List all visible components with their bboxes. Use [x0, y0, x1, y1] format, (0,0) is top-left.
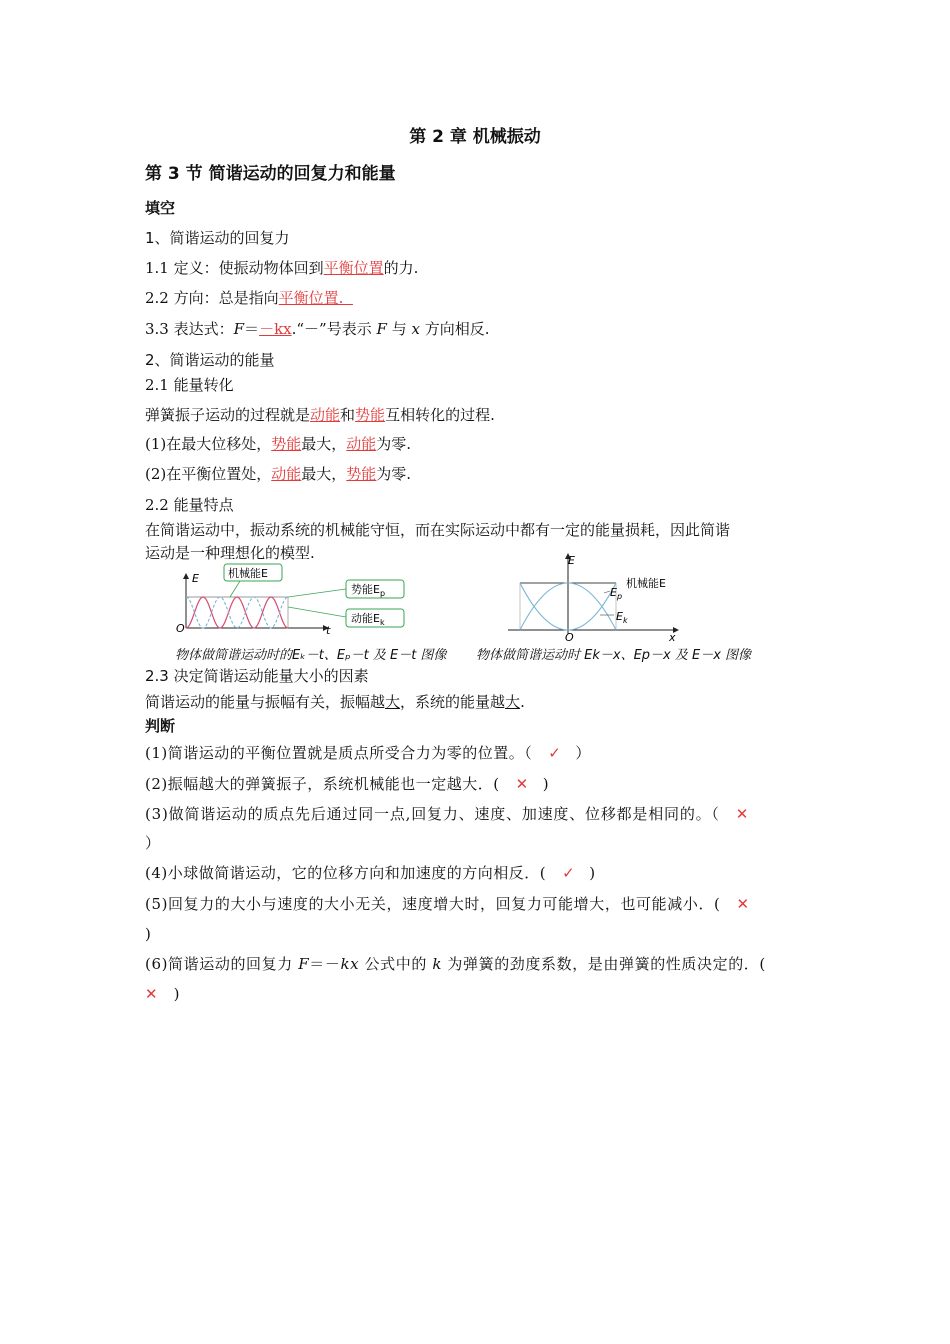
y-axis-label: E — [192, 572, 199, 585]
s2-point1: (1)在最大位移处，势能最大，动能为零. — [145, 435, 412, 453]
mech-energy-label: 机械能E — [626, 577, 666, 590]
check-mark-icon: ✓ — [548, 744, 562, 762]
answer-blank: 势能 — [346, 465, 377, 483]
origin-label: O — [176, 622, 185, 635]
y-axis-label: E — [568, 554, 575, 567]
s2-conversion: 弹簧振子运动的过程就是动能和势能互相转化的过程. — [145, 406, 495, 424]
judge-q4: (4)小球做简谐运动，它的位移方向和加速度的方向相反．( ✓ ) — [145, 864, 596, 882]
judge-q6: (6)简谐运动的回复力 F＝－kx 公式中的 k 为弹簧的劲度系数，是由弹簧的性质决定的．( — [145, 955, 766, 973]
ep-label: $E_p$ — [610, 586, 623, 601]
check-mark-icon: ✓ — [562, 864, 576, 882]
origin-label: O — [565, 631, 574, 644]
answer-blank: 动能 — [346, 435, 377, 453]
s1-expression: 3.3 表达式：F＝－kx.“－”号表示 F 与 x 方向相反. — [145, 320, 490, 338]
s2-feature-line2: 运动是一种理想化的模型. — [145, 544, 315, 562]
judge-q6-end: ✕ ) — [145, 985, 180, 1003]
s2-sub3: 2.3 决定简谐运动能量大小的因素 — [145, 667, 369, 685]
answer-blank: 大 — [385, 693, 401, 711]
s1-direction: 2.2 方向：总是指向平衡位置. — [145, 289, 353, 307]
s2-title: 2、简谐运动的能量 — [145, 351, 275, 369]
s2-sub2: 2.2 能量特点 — [145, 496, 234, 514]
s2-sub1: 2.1 能量转化 — [145, 376, 234, 394]
kinetic-energy-curve — [186, 597, 288, 628]
ek-label: $E_k$ — [616, 610, 628, 625]
chapter-title: 第 2 章 机械振动 — [409, 127, 541, 147]
s2-feature-line1: 在简谐运动中，振动系统的机械能守恒，而在实际运动中都有一定的能量损耗，因此简谐 — [145, 521, 731, 539]
answer-blank: 势能 — [355, 406, 386, 424]
figure2-caption: 物体做简谐运动时 Ek－x、Ep－x 及 E－x 图像 — [476, 648, 752, 663]
answer-blank: 平衡位置 — [323, 259, 384, 277]
judge-heading: 判断 — [145, 717, 176, 735]
judge-q3-end: ） — [145, 834, 161, 852]
s1-title: 1、简谐运动的回复力 — [145, 229, 290, 247]
answer-blank: 动能 — [310, 406, 341, 424]
energy-time-figure — [170, 562, 430, 638]
s2-point2: (2)在平衡位置处，动能最大，势能为零. — [145, 465, 412, 483]
ek-callout-label: 动能$E_k$ — [351, 612, 385, 627]
judge-q1: (1)简谐运动的平衡位置就是质点所受合力为零的位置。（ ✓ ） — [145, 744, 591, 762]
energy-displacement-figure — [500, 552, 690, 644]
s2-factor: 简谐运动的能量与振幅有关，振幅越大，系统的能量越大. — [145, 693, 525, 711]
answer-blank: 动能 — [271, 465, 302, 483]
cross-mark-icon: ✕ — [736, 895, 750, 913]
answer-blank: 大 — [505, 693, 521, 711]
fill-heading: 填空 — [145, 199, 176, 217]
judge-q3: (3)做简谐运动的质点先后通过同一点,回复力、速度、加速度、位移都是相同的。（ ✕ — [145, 805, 750, 823]
cross-mark-icon: ✕ — [735, 805, 750, 823]
figure1-caption: 物体做简谐运动时的Eₖ－t、Eₚ－t 及 E－t 图像 — [175, 648, 447, 663]
judge-q5: (5)回复力的大小与速度的大小无关，速度增大时，回复力可能增大，也可能减小．( ✕ — [145, 895, 750, 913]
x-axis-label: x — [669, 631, 676, 644]
answer-blank: －kx — [259, 320, 292, 338]
potential-energy-curve — [186, 597, 288, 628]
ep-callout-label: 势能$E_p$ — [351, 583, 386, 598]
judge-q2: (2)振幅越大的弹簧振子，系统机械能也一定越大．( ✕ ) — [145, 775, 550, 793]
s1-definition: 1.1 定义：使振动物体回到平衡位置的力. — [145, 259, 419, 277]
cross-mark-icon: ✕ — [145, 985, 158, 1003]
judge-q5-end: ) — [145, 925, 151, 943]
answer-blank: 平衡位置. — [278, 289, 353, 307]
answer-blank: 势能 — [271, 435, 302, 453]
x-axis-label: t — [326, 624, 331, 637]
mech-callout-label: 机械能E — [228, 567, 268, 580]
cross-mark-icon: ✕ — [515, 775, 529, 793]
section-title: 第 3 节 简谐运动的回复力和能量 — [145, 164, 396, 184]
